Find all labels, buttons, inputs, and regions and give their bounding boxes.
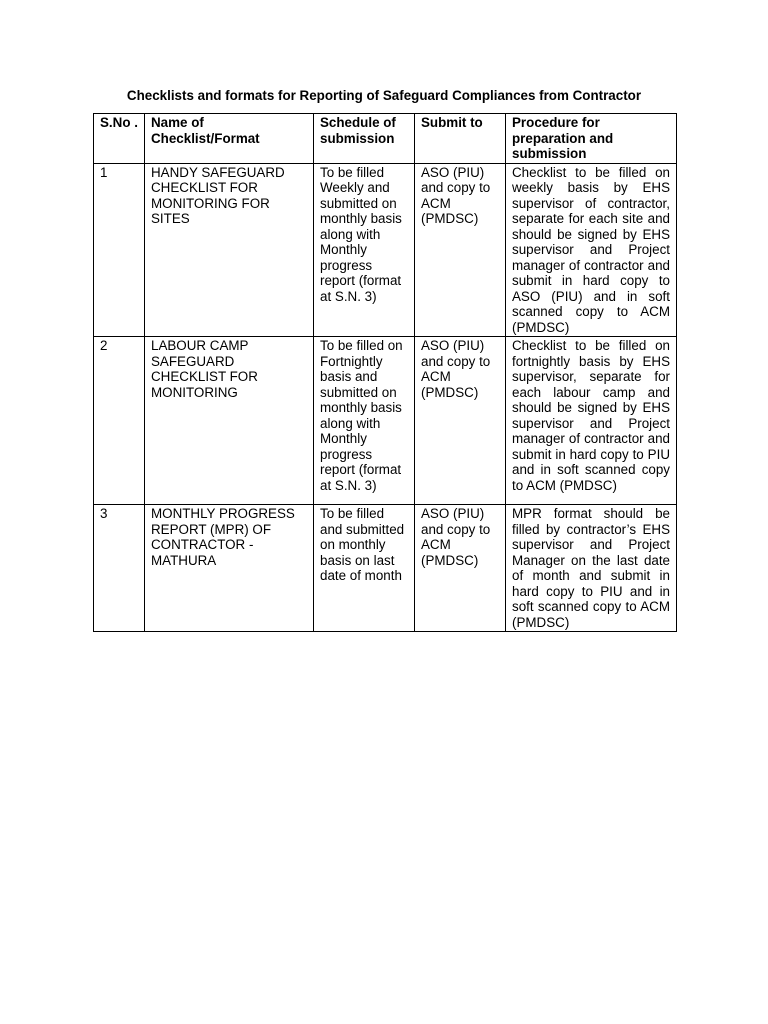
header-sno: S.No . — [94, 114, 145, 164]
checklist-table — [93, 113, 677, 632]
cell-sno: 2 — [94, 337, 145, 505]
cell-schedule: To be filled on Fortnightly basis and submitted on monthly basis along with Monthly progress report (format at S.N. 3) — [314, 337, 415, 505]
cell-procedure: Checklist to be filled on weekly basis by EHS supervisor of contractor, separate for each site and should be signed by EHS supervisor and Project manager of contractor and submit in hard copy to ASO (PIU) and in soft scanned copy to ACM (PMDSC) — [506, 163, 677, 337]
table-row — [94, 337, 677, 505]
cell-schedule: To be filled and submitted on monthly basis on last date of month — [314, 505, 415, 632]
document-title: Checklists and formats for Reporting of Safeguard Compliances from Contractor — [126, 88, 642, 103]
header-schedule: Schedule of submission — [314, 114, 415, 164]
table-row — [94, 505, 677, 632]
cell-procedure: Checklist to be filled on fortnightly basis by EHS supervisor, separate for each labour camp and should be signed by EHS supervisor and Project manager of contractor and submit in hard copy to PIU and in soft scanned copy to ACM (PMDSC) — [506, 337, 677, 505]
cell-sno: 1 — [94, 163, 145, 337]
header-submit-to: Submit to — [415, 114, 506, 164]
table-row — [94, 163, 677, 337]
cell-name: MONTHLY PROGRESS REPORT (MPR) OF CONTRACTOR - MATHURA — [145, 505, 314, 632]
cell-procedure: MPR format should be filled by contractor’s EHS supervisor and Project Manager on the last date of month and submit in hard copy to PIU and in soft scanned copy to ACM (PMDSC) — [506, 505, 677, 632]
cell-name: LABOUR CAMP SAFEGUARD CHECKLIST FOR MONITORING — [145, 337, 314, 505]
cell-submit-to: ASO (PIU) and copy to ACM (PMDSC) — [415, 337, 506, 505]
table-header-row — [94, 114, 677, 164]
header-name: Name of Checklist/Format — [145, 114, 314, 164]
header-procedure: Procedure for preparation and submission — [506, 114, 677, 164]
cell-sno: 3 — [94, 505, 145, 632]
cell-submit-to: ASO (PIU) and copy to ACM (PMDSC) — [415, 505, 506, 632]
cell-name: HANDY SAFEGUARD CHECKLIST FOR MONITORING FOR SITES — [145, 163, 314, 337]
cell-schedule: To be filled Weekly and submitted on monthly basis along with Monthly progress report (format at S.N. 3) — [314, 163, 415, 337]
cell-submit-to: ASO (PIU) and copy to ACM (PMDSC) — [415, 163, 506, 337]
